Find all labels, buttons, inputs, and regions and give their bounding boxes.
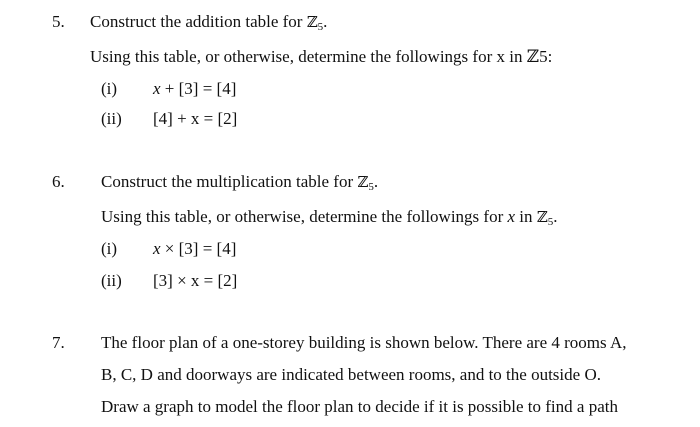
question-6-line-2-text: Using this table, or otherwise, determine the followings for	[101, 207, 508, 226]
question-6-line-1-end: .	[373, 172, 379, 191]
question-5-item-ii-equation: [4] + x = [2]	[153, 109, 238, 128]
set-subscript: 5	[317, 21, 324, 33]
question-5-item-i-label: (i)	[101, 79, 118, 98]
question-5-item-ii-label: (ii)	[101, 109, 122, 128]
question-7-line-2: B, C, D and doorways are indicated between rooms, and to the outside O.	[101, 365, 601, 384]
equation-text: × [3] = [4]	[160, 239, 237, 258]
question-6-item-i-label: (i)	[101, 239, 118, 258]
question-5-line-1-text: Construct the addition table for	[90, 12, 307, 31]
question-6-item-ii-equation: [3] × x = [2]	[153, 271, 238, 290]
question-6-line-2-end: .	[553, 207, 558, 226]
set-subscript: 5	[547, 216, 554, 228]
integers-mod-set-symbol: ℤ	[536, 208, 548, 226]
question-6-number: 6.	[52, 172, 65, 191]
question-5-number: 5.	[52, 12, 65, 31]
question-6-line-2	[101, 207, 558, 228]
question-6-item-i-equation	[153, 240, 236, 257]
question-7-number: 7.	[52, 333, 65, 352]
integers-mod-set-symbol: ℤ	[357, 173, 369, 191]
question-5-item-i-equation	[153, 80, 236, 97]
variable-x: x	[507, 207, 516, 226]
variable-x: x	[153, 79, 161, 98]
question-5-line-1	[90, 12, 328, 33]
question-6-line-2-mid: in	[515, 207, 537, 226]
question-7-line-3: Draw a graph to model the floor plan to decide if it is possible to find a path	[101, 397, 618, 416]
variable-x: x	[153, 239, 161, 258]
question-5-line-2: Using this table, or otherwise, determine the followings for x in ℤ5:	[90, 47, 553, 66]
question-7-line-1: The floor plan of a one-storey building is shown below. There are 4 rooms A,	[101, 333, 627, 352]
equation-text: + [3] = [4]	[160, 79, 237, 98]
question-6-line-1	[101, 172, 379, 193]
question-5-line-1-end: .	[323, 12, 328, 31]
integers-mod-set-symbol: ℤ	[306, 13, 318, 31]
set-subscript: 5	[368, 181, 374, 193]
question-6-line-1-text: Construct the multiplication table for	[101, 172, 358, 191]
question-6-item-ii-label: (ii)	[101, 271, 122, 290]
